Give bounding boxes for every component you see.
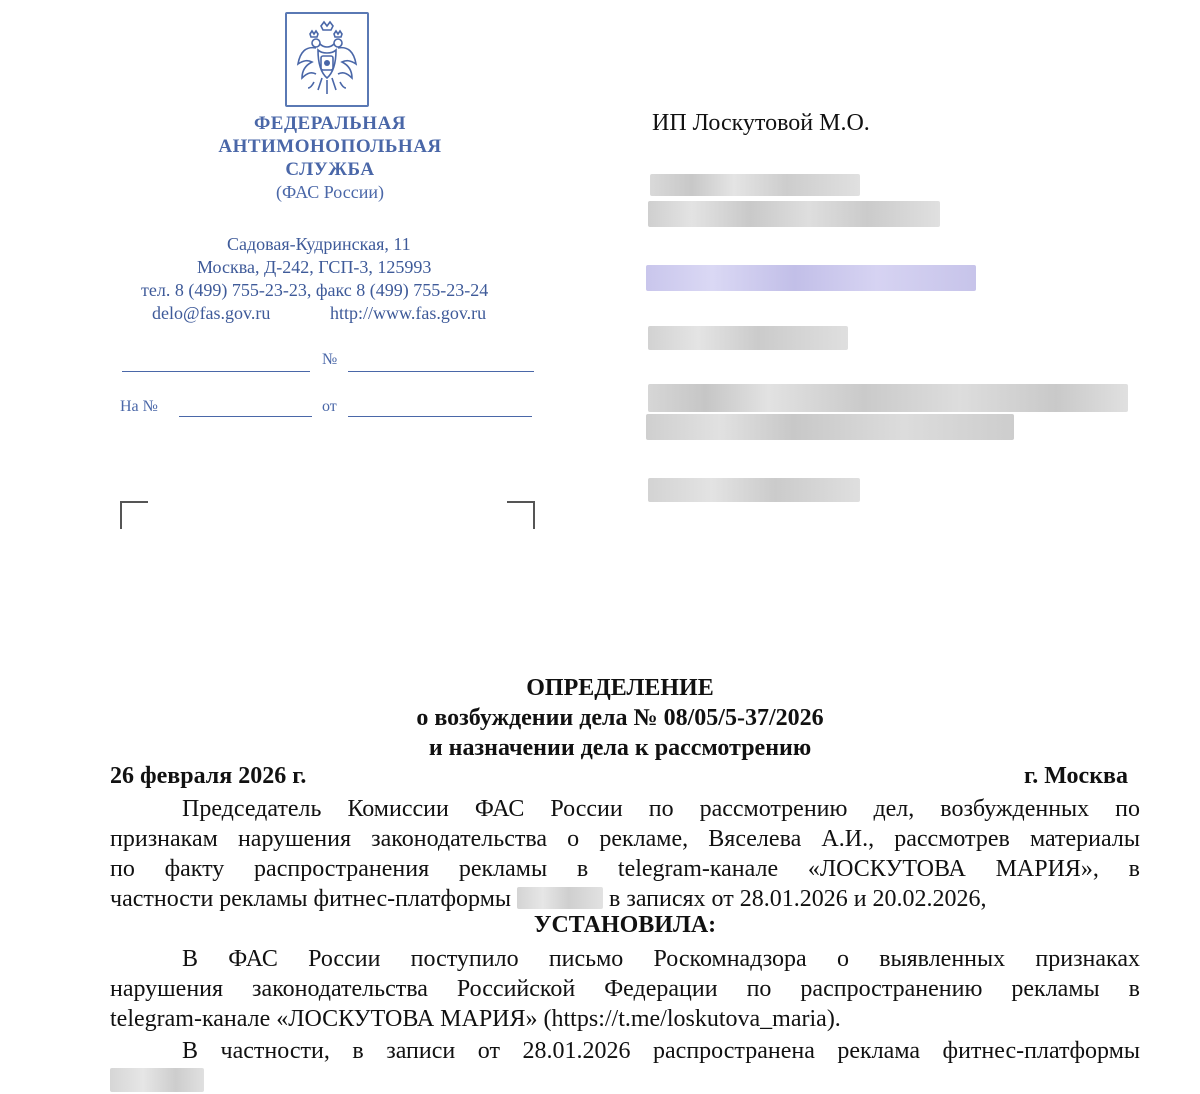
address-website[interactable]: http://www.fas.gov.ru [330,303,487,323]
agency-name-line1: ФЕДЕРАЛЬНАЯ [253,113,407,134]
document-city: г. Москва [1024,763,1128,789]
date-city-line [110,763,1128,790]
document-title: ОПРЕДЕЛЕНИЕ [526,675,714,701]
redacted-address-line4 [646,414,1014,440]
paragraph-line: признакам нарушения законодательства о рекламе, Вяселева А.И., рассмотрев материалы [110,826,1140,852]
paragraph-line: В ФАС России поступило письмо Роскомнадзора о выявленных признаках [182,946,1140,972]
number-label: № [322,351,338,368]
redacted-address-line1 [650,174,860,196]
paragraph-preamble [110,794,1140,914]
reply-date-line [348,416,532,417]
redacted-platform-name [517,887,603,909]
agency-name-line3: СЛУЖБА [285,159,375,180]
paragraph-text: частности рекламы фитнес-платформы [110,886,512,912]
paragraph-line: по факту распространения рекламы в telegram-канале «ЛОСКУТОВА МАРИЯ», в [110,856,1140,882]
address-field-corner-right [507,501,535,529]
outgoing-number-line [348,371,534,372]
agency-name-line2: АНТИМОНОПОЛЬНАЯ [218,136,442,157]
document-subtitle-1: о возбуждении дела № 08/05/5-37/2026 [416,705,824,731]
paragraph-line: нарушения законодательства Российской Федерации по распространению рекламы в [110,976,1140,1002]
emblem-frame [285,12,369,107]
russian-coat-of-arms-icon [294,20,360,100]
reply-number-label: На № [120,398,158,415]
established-heading: УСТАНОВИЛА: [533,912,717,938]
redacted-platform-name-2 [110,1068,204,1092]
recipient-name: ИП Лоскутовой М.О. [652,110,870,136]
document-subtitle-2: и назначении дела к рассмотрению [428,735,812,761]
paragraph-line: telegram-канале «ЛОСКУТОВА МАРИЯ» (https://t.me/loskutova_maria). [110,1006,841,1032]
paragraph-details [110,1036,1140,1066]
redacted-address-line2 [648,201,940,227]
address-phone: тел. 8 (499) 755-23-23, факс 8 (499) 755-23-24 [141,280,489,300]
redacted-email [646,265,976,291]
reply-number-line [179,416,312,417]
outgoing-date-line [122,371,310,372]
redacted-phone [648,326,848,350]
address-email[interactable]: delo@fas.gov.ru [152,303,271,323]
paragraph-line: Председатель Комиссии ФАС России по рассмотрению дел, возбужденных по [182,796,1140,822]
address-street: Садовая-Кудринская, 11 [227,234,411,254]
agency-short-name: (ФАС России) [276,182,384,202]
redacted-address-line3 [648,384,1128,412]
reply-date-label: от [322,398,337,415]
address-field-corner-left [120,501,148,529]
paragraph-line [110,884,1140,914]
redacted-contact [648,478,860,502]
paragraph-text: в записях от 28.01.2026 и 20.02.2026, [609,886,987,912]
document-date: 26 февраля 2026 г. [110,763,307,789]
paragraph-complaint [110,944,1140,1034]
address-city: Москва, Д-242, ГСП-3, 125993 [197,257,432,277]
paragraph-line: В частности, в записи от 28.01.2026 распространена реклама фитнес-платформы [182,1038,1140,1064]
